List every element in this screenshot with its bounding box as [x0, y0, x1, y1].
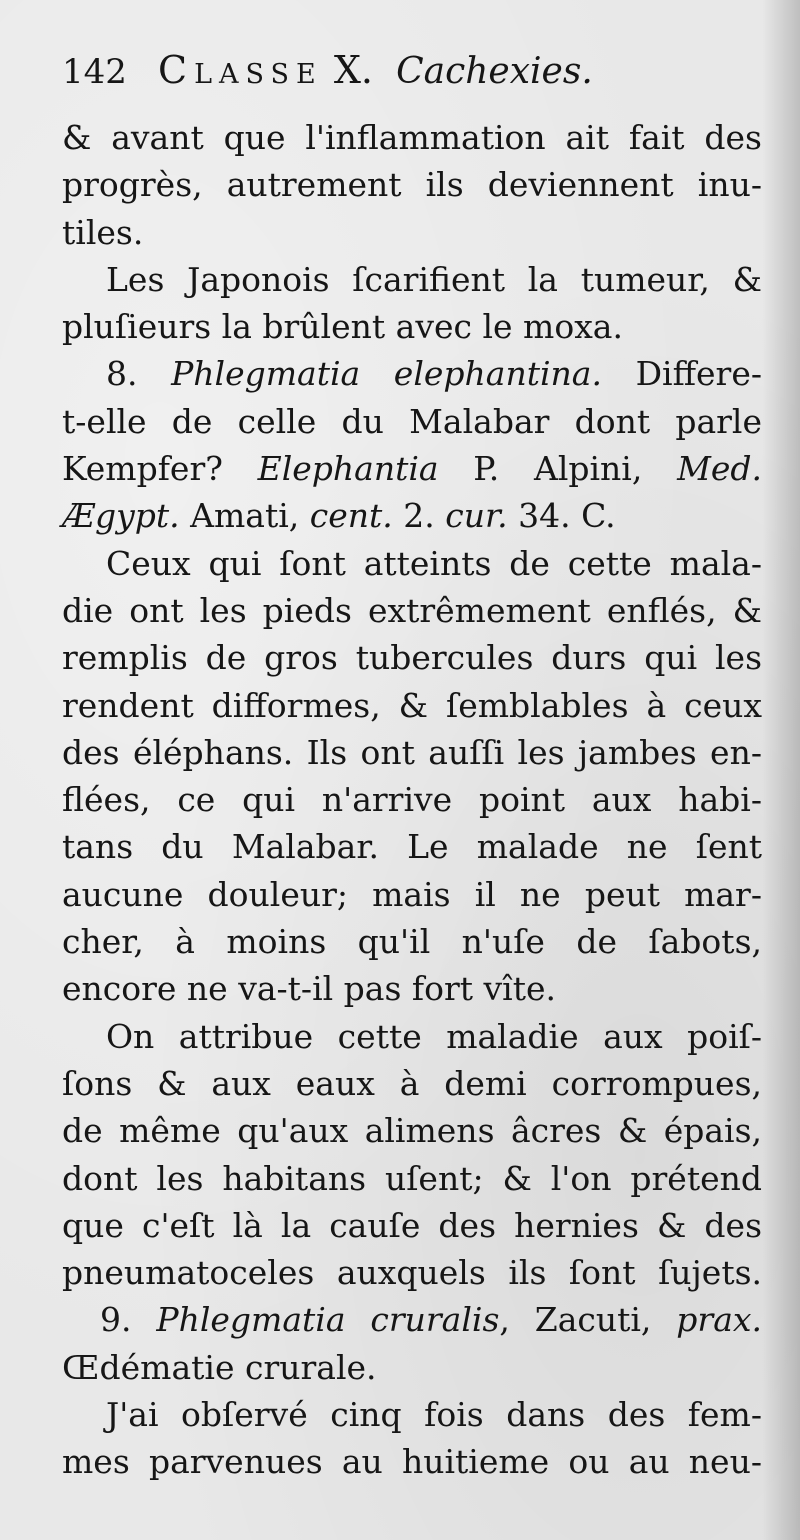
- text-line: Œdématie crurale.: [62, 1347, 377, 1387]
- italic-phrase: prax.: [676, 1300, 762, 1340]
- text-line: pluſieurs la brûlent avec le moxa.: [62, 307, 623, 347]
- text-line: On attribue cette maladie aux poiſ-: [106, 1016, 762, 1056]
- italic-phrase: Phlegmatia cruralis: [156, 1300, 500, 1340]
- text-line: rendent difformes, & ſemblables à ceux: [62, 685, 762, 725]
- text-line: J'ai obſervé cinq fois dans des fem-: [106, 1395, 762, 1435]
- roman-phrase: 9.: [100, 1300, 157, 1340]
- text-line-italic: [62, 350, 762, 397]
- classe-label: Classe: [158, 48, 323, 92]
- text-line: tans du Malabar. Le malade ne ſent: [62, 827, 762, 867]
- text-line: die ont les pieds extrêmement enflés, &: [62, 590, 762, 630]
- roman-phrase: P. Alpini,: [438, 449, 678, 489]
- text-line: Ceux qui ſont atteints de cette mala-: [106, 543, 762, 583]
- text-line: ſons & aux eaux à demi corrompues,: [62, 1063, 762, 1103]
- text-line: & avant que l'inflammation ait fait des: [62, 118, 762, 157]
- page-gutter-shadow: [762, 0, 800, 1540]
- roman-phrase: 2.: [392, 496, 446, 536]
- text-line-italic: [62, 445, 762, 492]
- text-line: progrès, autrement ils deviennent inu-: [62, 165, 762, 205]
- text-line: pneumatoceles auxquels ils ſont ſujets.: [62, 1253, 762, 1293]
- roman-phrase: 8.: [106, 354, 172, 394]
- text-line: encore ne va-t-il pas fort vîte.: [62, 969, 556, 1009]
- italic-phrase: Phlegmatia elephantina.: [171, 354, 602, 394]
- header-topic: Cachexies.: [396, 51, 593, 92]
- running-header: [62, 48, 752, 104]
- roman-phrase: 34. C.: [507, 496, 616, 536]
- classe-number: X.: [333, 48, 373, 92]
- body-text: [62, 114, 762, 1486]
- text-line: remplis de gros tubercules durs qui les: [62, 638, 762, 678]
- roman-phrase: Differe-: [601, 354, 763, 394]
- text-line: des éléphans. Ils ont auſſi les jambes en-: [62, 732, 762, 772]
- text-line-italic: [62, 1296, 762, 1343]
- italic-phrase: Elephantia: [257, 449, 439, 489]
- italic-phrase: Med.: [677, 449, 762, 489]
- italic-phrase: cent.: [309, 496, 393, 536]
- text-line: tiles.: [62, 212, 144, 252]
- roman-phrase: Amati,: [179, 496, 310, 536]
- page-number: 142: [62, 52, 127, 92]
- text-line: cher, à moins qu'il n'uſe de ſabots,: [62, 922, 762, 962]
- text-line: dont les habitans uſent; & l'on prétend: [62, 1158, 762, 1198]
- text-line: aucune douleur; mais il ne peut mar-: [62, 874, 762, 914]
- roman-phrase: , Zacuti,: [499, 1300, 677, 1340]
- roman-phrase: Kempfer?: [62, 449, 258, 489]
- text-line: t-elle de celle du Malabar dont parle: [62, 401, 762, 441]
- italic-phrase: Ægypt.: [62, 496, 180, 536]
- text-line: Les Japonois ſcarifient la tumeur, &: [106, 259, 762, 299]
- italic-phrase: cur.: [445, 496, 508, 536]
- text-line: que c'eſt là la cauſe des hernies & des: [62, 1205, 762, 1245]
- text-line: mes parvenues au huitieme ou au neu-: [62, 1442, 762, 1482]
- text-line: flées, ce qui n'arrive point aux habi-: [62, 780, 762, 820]
- text-line-italic: [62, 492, 762, 539]
- text-line: de même qu'aux alimens âcres & épais,: [62, 1111, 762, 1151]
